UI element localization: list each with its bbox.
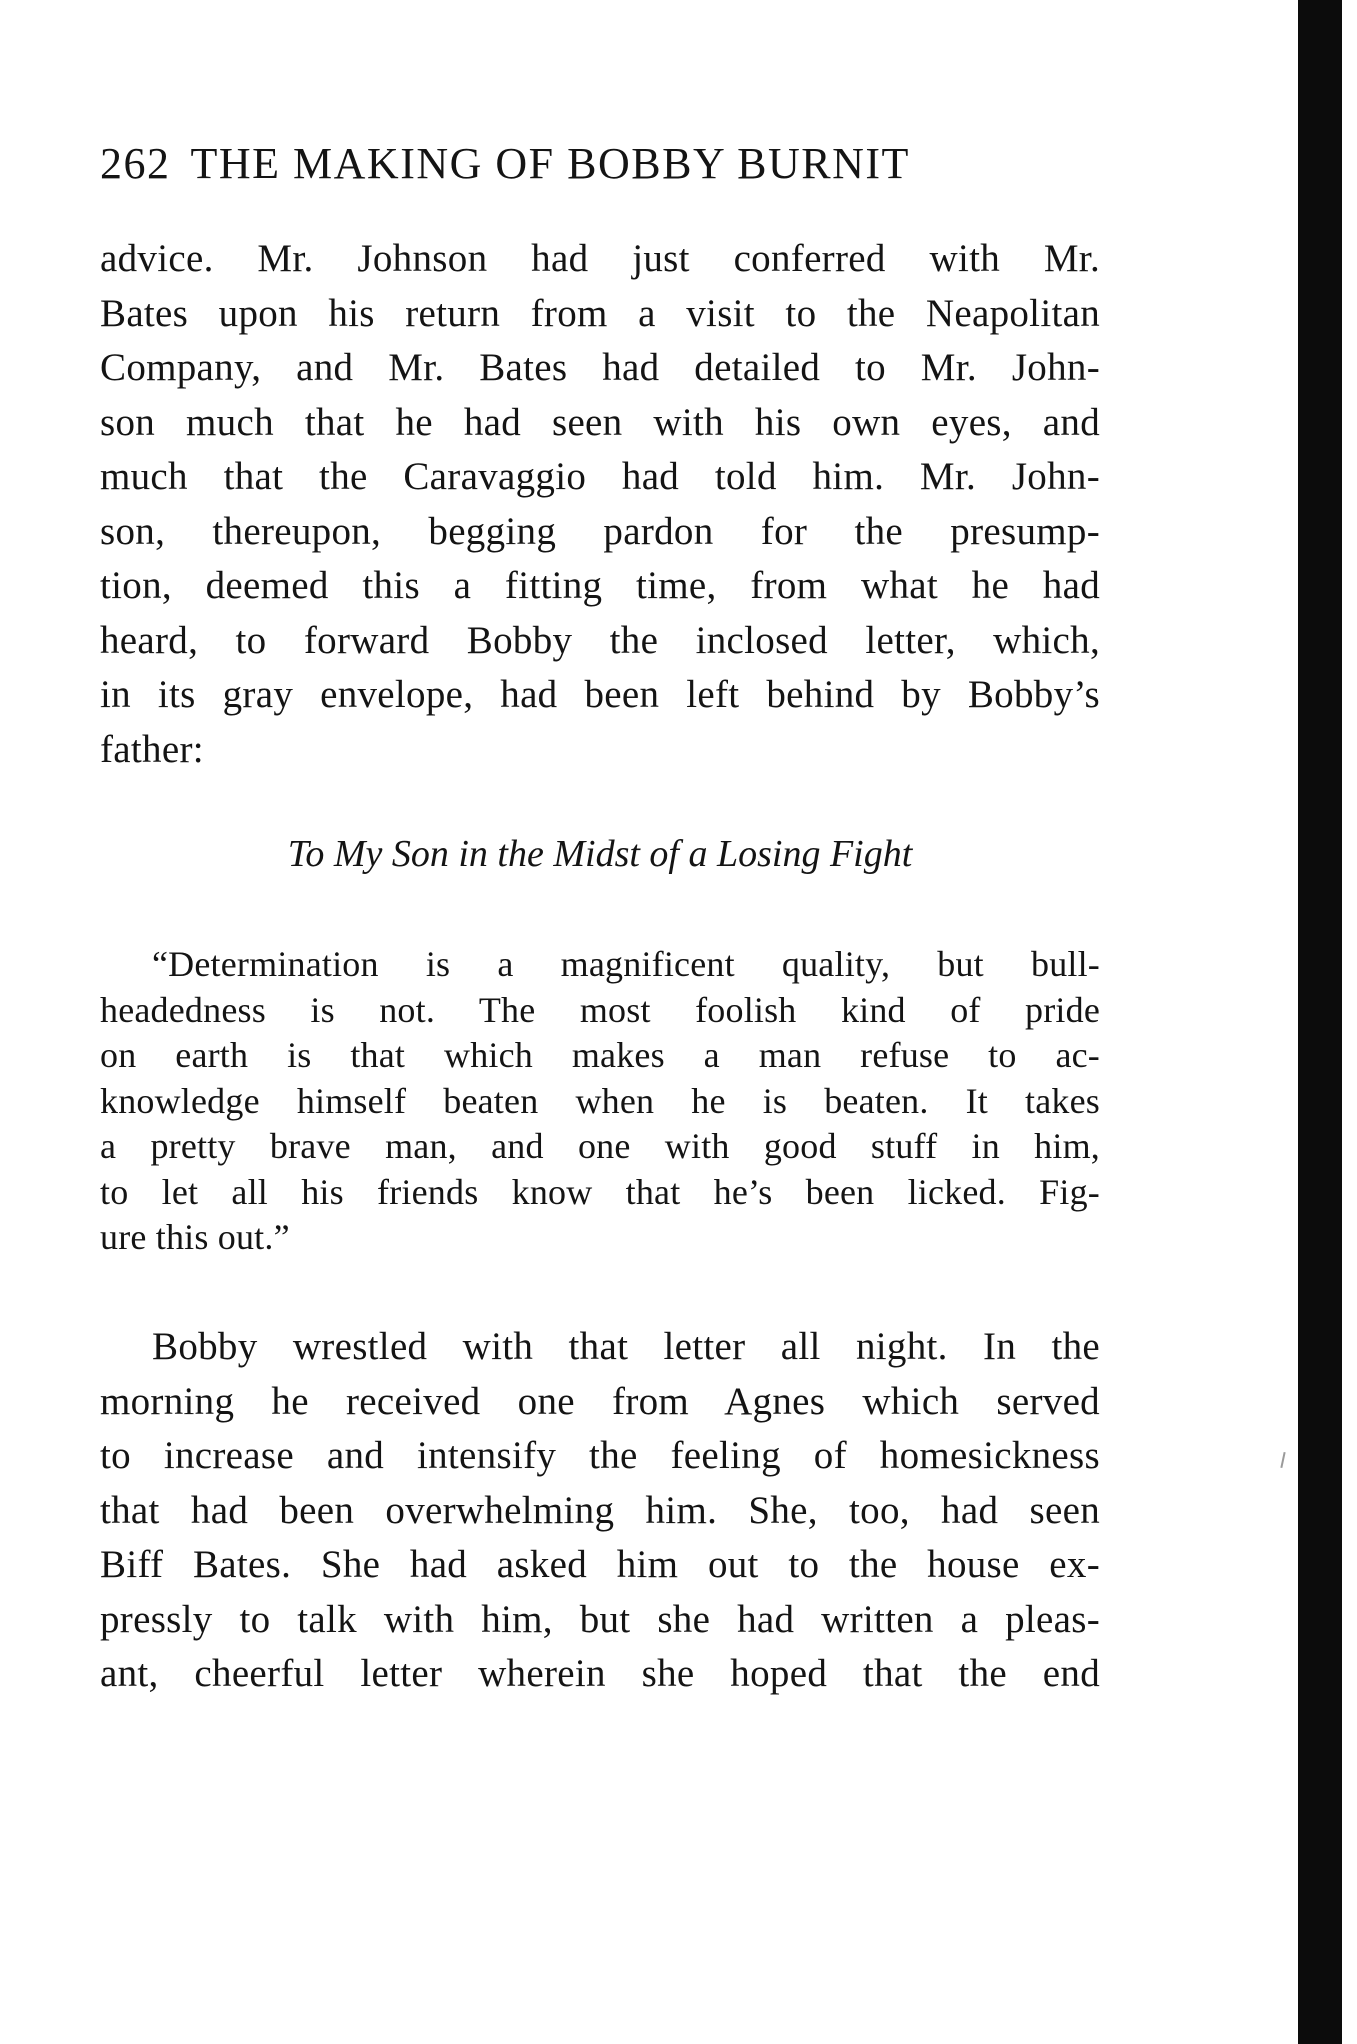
quote-line: to let all his friends know that he’s been licked. Fig- — [100, 1171, 1100, 1212]
text-line: son much that he had seen with his own eyes, and — [100, 400, 1100, 444]
text-line: that had been overwhelming him. She, too, had seen — [100, 1488, 1100, 1532]
text-line: tion, deemed this a fitting time, from what he had — [100, 564, 1100, 607]
text-line: father: — [100, 727, 204, 771]
quote-line: on earth is that which makes a man refuse to ac- — [100, 1035, 1100, 1075]
page-number: 262 — [100, 139, 171, 188]
letter-heading: To My Son in the Midst of a Losing Fight — [287, 833, 913, 875]
quote-line: “Determination is a magnificent quality, but bull- — [152, 944, 1100, 984]
text-line: son, thereupon, begging pardon for the presump- — [100, 509, 1100, 553]
quote-line: a pretty brave man, and one with good stuff in him, — [100, 1126, 1100, 1166]
quote-line: ure this out.” — [100, 1217, 290, 1257]
text-line: Biff Bates. She had asked him out to the house ex- — [100, 1543, 1100, 1586]
text-line: Bates upon his return from a visit to the Neapolitan — [100, 291, 1100, 335]
text-line: advice. Mr. Johnson had just conferred with Mr. — [100, 237, 1100, 280]
margin-mark — [1280, 1452, 1285, 1468]
quote-line: headedness is not. The most foolish kind of pride — [100, 989, 1100, 1030]
quote-line: knowledge himself beaten when he is beaten. It takes — [100, 1080, 1100, 1121]
text-line: heard, to forward Bobby the inclosed letter, which, — [100, 618, 1100, 662]
text-line: to increase and intensify the feeling of homesickness — [100, 1434, 1100, 1477]
text-line: Company, and Mr. Bates had detailed to Mr. John- — [100, 346, 1100, 389]
running-header — [100, 140, 1100, 188]
text-line: much that the Caravaggio had told him. Mr. John- — [100, 455, 1100, 498]
letter-quote — [100, 942, 1100, 1261]
running-title: THE MAKING OF BOBBY BURNIT — [190, 139, 910, 188]
text-line: pressly to talk with him, but she had written a pleas- — [100, 1597, 1100, 1641]
text-line: ant, cheerful letter wherein she hoped that the end — [100, 1652, 1100, 1695]
paragraph-2 — [100, 1320, 1100, 1702]
binding-edge-shadow — [1298, 0, 1342, 2044]
text-line: Bobby wrestled with that letter all night. In the — [152, 1325, 1100, 1368]
paragraph-1 — [100, 232, 1100, 777]
text-line: in its gray envelope, had been left behind by Bobby’s — [100, 673, 1100, 716]
text-line: morning he received one from Agnes which served — [100, 1379, 1100, 1423]
